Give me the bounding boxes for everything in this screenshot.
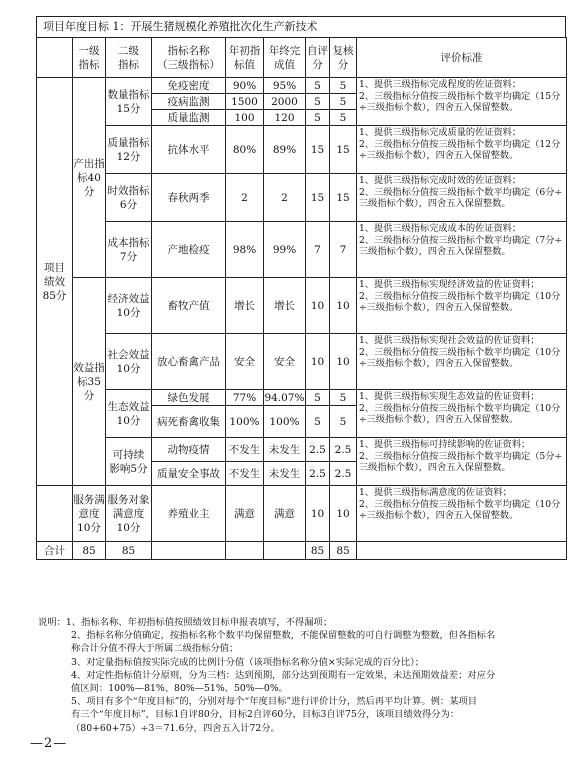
self-score: 10 — [306, 486, 330, 542]
level2-indicator: 质量指标 12分 — [106, 126, 152, 174]
start-value: 2 — [226, 174, 264, 222]
total-self-score: 85 — [306, 542, 330, 560]
total-blank-4 — [357, 542, 567, 560]
total-blank-2 — [226, 542, 264, 560]
indicator-name: 质量监测 — [152, 110, 226, 126]
level2-indicator: 社会效益 10分 — [106, 334, 152, 390]
total-level2: 85 — [106, 542, 152, 560]
start-value: 增长 — [226, 278, 264, 334]
self-score: 10 — [306, 278, 330, 334]
start-value: 不发生 — [226, 438, 264, 462]
recheck-score: 5 — [330, 390, 357, 406]
recheck-score: 15 — [330, 126, 357, 174]
start-value: 1500 — [226, 94, 264, 110]
end-value: 未发生 — [264, 438, 306, 462]
criteria-text: 1、提供三级指标满意度的佐证资料； 2、三级指标分值按三级指标个数平均确定（10分÷三级指标个数），四舍五入保留整数。 — [357, 486, 567, 542]
indicator-name: 疫病监测 — [152, 94, 226, 110]
self-score: 15 — [306, 126, 330, 174]
end-value: 2 — [264, 174, 306, 222]
header-criteria: 评价标准 — [357, 38, 567, 78]
level1-satisfaction: 服务满 意度 10分 — [73, 486, 106, 542]
start-value: 90% — [226, 78, 264, 94]
level2-indicator: 服务对象 满意度 10分 — [106, 486, 152, 542]
end-value: 未发生 — [264, 462, 306, 486]
recheck-score: 7 — [330, 222, 357, 278]
recheck-score: 2.5 — [330, 462, 357, 486]
recheck-score: 2.5 — [330, 438, 357, 462]
level2-indicator: 成本指标 7分 — [106, 222, 152, 278]
recheck-score: 5 — [330, 78, 357, 94]
notes — [38, 616, 568, 735]
self-score: 5 — [306, 390, 330, 406]
start-value: 98% — [226, 222, 264, 278]
header-self-score: 自评 分 — [306, 38, 330, 78]
level2-indicator: 数量指标 15分 — [106, 78, 152, 126]
note-line: 说明：1、指标名称、年初指标值按照绩效目标申报表填写，不得漏项； — [38, 617, 333, 628]
indicator-name: 质量安全事故 — [152, 462, 226, 486]
start-value: 80% — [226, 126, 264, 174]
total-level1: 85 — [73, 542, 106, 560]
start-value: 满意 — [226, 486, 264, 542]
header-recheck-score: 复核 分 — [330, 38, 357, 78]
end-value: 安全 — [264, 334, 306, 390]
indicator-name: 畜牧产值 — [152, 278, 226, 334]
self-score: 5 — [306, 94, 330, 110]
indicator-name: 病死畜禽收集 — [152, 406, 226, 438]
indicator-name: 抗体水平 — [152, 126, 226, 174]
note-line: 3、对定量指标值按实际完成的比例计分值（该项指标名称分值×实际完成的百分比）； — [71, 656, 425, 668]
indicator-name: 春秋两季 — [152, 174, 226, 222]
level2-indicator: 生态效益 10分 — [106, 390, 152, 438]
end-value: 2000 — [264, 94, 306, 110]
note-line: 值区间：100%—81%、80%—51%、50%—0%。 — [71, 683, 288, 695]
start-value: 100% — [226, 406, 264, 438]
recheck-score: 5 — [330, 94, 357, 110]
self-score: 2.5 — [306, 438, 330, 462]
recheck-score: 5 — [330, 406, 357, 438]
start-value: 安全 — [226, 334, 264, 390]
level2-indicator: 经济效益 10分 — [106, 278, 152, 334]
self-score: 5 — [306, 110, 330, 126]
self-score: 10 — [306, 334, 330, 390]
start-value: 100 — [226, 110, 264, 126]
self-score: 15 — [306, 174, 330, 222]
header-start-value: 年初指 标值 — [226, 38, 264, 78]
indicator-name: 养殖业主 — [152, 486, 226, 542]
note-line: 有三个“年度目标”，目标1自评80分，目标2自评60分，目标3自评75分，该项目绩效得分为： — [71, 709, 460, 721]
note-line: 4、对定性指标值计分原则，分为三档：达到预期，部分达到预期有一定效果，未达预期效益差；对应分 — [71, 669, 496, 681]
criteria-text: 1、提供三级指标完成质量的佐证资料； 2、三级指标分值按三级指标个数平均确定（12分÷三级指标个数），四舍五入保留整数。 — [357, 126, 567, 174]
indicator-name: 放心畜禽产品 — [152, 334, 226, 390]
header-indicator-name: 指标名称 （三级指标） — [152, 38, 226, 78]
level1-benefit: 效益指 标35 分 — [73, 278, 106, 486]
total-blank-1 — [152, 542, 226, 560]
self-score: 7 — [306, 222, 330, 278]
end-value: 满意 — [264, 486, 306, 542]
end-value: 120 — [264, 110, 306, 126]
recheck-score: 10 — [330, 278, 357, 334]
recheck-score: 15 — [330, 174, 357, 222]
level1-output: 产出指 标40 分 — [73, 78, 106, 278]
criteria-text: 1、提供三级指标可持续影响的佐证资料； 2、三级指标分值按三级指标个数平均确定（5分÷三级指标个数），四舍五入保留整数。 — [357, 438, 567, 486]
header-level1: 一级 指标 — [73, 38, 106, 78]
end-value: 100% — [264, 406, 306, 438]
project-target: 项目年度目标 1：开展生猪规模化养殖批次化生产新技术 — [36, 16, 566, 37]
indicator-name: 动物疫情 — [152, 438, 226, 462]
end-value: 95% — [264, 78, 306, 94]
level2-indicator: 时效指标 6分 — [106, 174, 152, 222]
page-number: —2— — [30, 736, 68, 751]
header-blank-0 — [37, 38, 73, 78]
indicator-name: 产地检疫 — [152, 222, 226, 278]
note-line: 称合计分值不得大于所属二级指标分值； — [71, 643, 239, 655]
criteria-text: 1、提供三级指标完成程度的佐证资料； 2、三级指标分值按三级指标个数平均确定（15分÷三级指标个数），四舍五入保留整数。 — [357, 78, 567, 126]
total-label: 合计 — [37, 542, 73, 560]
recheck-score: 10 — [330, 486, 357, 542]
indicator-name: 绿色发展 — [152, 390, 226, 406]
start-value: 77% — [226, 390, 264, 406]
end-value: 89% — [264, 126, 306, 174]
criteria-text: 1、提供三级指标实现生态效益的佐证资料； 2、三级指标分值按三级指标个数平均确定（10分÷三级指标个数），四舍五入保留整数。 — [357, 390, 567, 438]
header-end-value: 年终完 成值 — [264, 38, 306, 78]
header-level2: 二级 指标 — [106, 38, 152, 78]
level0-blank — [37, 486, 73, 542]
self-score: 2.5 — [306, 462, 330, 486]
note-line: （80+60+75）÷3＝71.6分，四舍五入计72分。 — [71, 722, 280, 734]
performance-table — [36, 37, 567, 560]
end-value: 94.07% — [264, 391, 305, 404]
criteria-text: 1、提供三级指标完成成本的佐证资料； 2、三级指标分值按三级指标个数平均确定（7分÷三级指标个数），四舍五入保留整数。 — [357, 222, 567, 278]
criteria-text: 1、提供三级指标实现社会效益的佐证资料； 2、三级指标分值按三级指标个数平均确定（10分÷三级指标个数），四舍五入保留整数。 — [357, 334, 567, 390]
indicator-name: 免疫密度 — [152, 78, 226, 94]
end-value: 增长 — [264, 278, 306, 334]
note-line: 5、项目有多个“年度目标”的，分别对每个“年度目标”进行评价计分，然后再平均计算。例：某项目 — [71, 696, 478, 708]
start-value: 不发生 — [226, 462, 264, 486]
total-recheck-score: 85 — [330, 542, 357, 560]
criteria-text: 1、提供三级指标完成时效的佐证资料； 2、三级指标分值按三级指标个数平均确定（6分÷三级指标个数），四舍五入保留整数。 — [357, 174, 567, 222]
level2-indicator: 可持续 影响5分 — [106, 438, 152, 486]
recheck-score: 5 — [330, 110, 357, 126]
level0-performance: 项目 绩效 85分 — [37, 78, 73, 486]
recheck-score: 10 — [330, 334, 357, 390]
criteria-text: 1、提供三级指标实现经济效益的佐证资料； 2、三级指标分值按三级指标个数平均确定（10分÷三级指标个数），四舍五入保留整数。 — [357, 278, 567, 334]
self-score: 5 — [306, 78, 330, 94]
note-line: 2、指标名称分值确定，按指标名称个数平均保留整数，不能保留整数的可自行调整为整数，但各指标名 — [71, 630, 496, 642]
end-value: 99% — [264, 222, 306, 278]
self-score: 5 — [306, 406, 330, 438]
total-blank-3 — [264, 542, 306, 560]
